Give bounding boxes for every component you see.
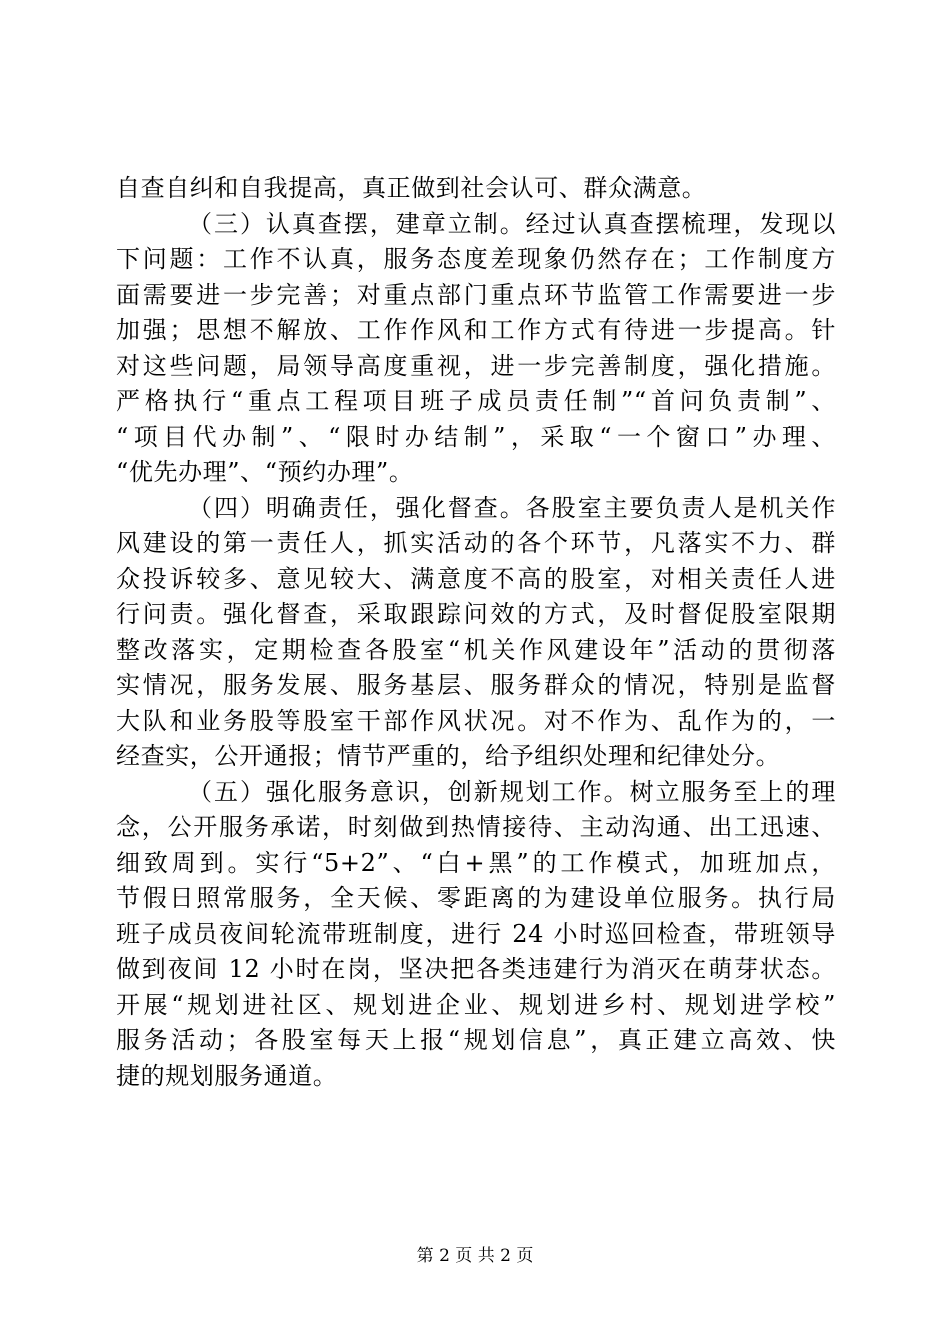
- text-line: 加强；思想不解放、工作作风和工作方式有待进一步提高。针: [116, 316, 836, 344]
- text-line: 下问题：工作不认真，服务态度差现象仍然存在；工作制度方: [116, 245, 836, 273]
- document-body: [116, 171, 836, 1094]
- text-line: 细致周到。实行“5+2”、“白+黑”的工作模式，加班加点，: [116, 848, 836, 877]
- text-line: 服务活动；各股室每天上报“规划信息”，真正建立高效、快: [116, 1026, 836, 1054]
- text-line: 开展“规划进社区、规划进企业、规划进乡村、规划进学校”: [116, 990, 836, 1019]
- text-line: 众投诉较多、意见较大、满意度不高的股室，对相关责任人进: [116, 564, 836, 593]
- text-line: 自查自纠和自我提高，真正做到社会认可、群众满意。: [116, 174, 707, 202]
- text-line: 严格执行“重点工程项目班子成员责任制”“首问负责制”、: [116, 387, 836, 415]
- text-line: “项目代办制”、“限时办结制”，采取“一个窗口”办理、: [116, 422, 836, 451]
- page-number-footer: 第 2 页 共 2 页: [416, 1246, 534, 1266]
- text-line: 风建设的第一责任人，抓实活动的各个环节，凡落实不力、群: [116, 529, 836, 557]
- paragraph-heading-line: （四）明确责任，强化督查。各股室主要负责人是机关作: [188, 493, 836, 522]
- text-line: 实情况，服务发展、服务基层、服务群众的情况，特别是监督: [116, 671, 836, 699]
- text-line: 做到夜间 12 小时在岗，坚决把各类违建行为消灭在萌芽状态。: [116, 955, 836, 983]
- text-line: “优先办理”、“预约办理”。: [116, 458, 414, 486]
- text-line: 念，公开服务承诺，时刻做到热情接待、主动沟通、出工迅速、: [116, 813, 836, 841]
- text-line: 节假日照常服务，全天候、零距离的为建设单位服务。执行局: [116, 884, 836, 912]
- text-line: 班子成员夜间轮流带班制度，进行 24 小时巡回检查，带班领导: [116, 919, 836, 948]
- text-line: 整改落实，定期检查各股室“机关作风建设年”活动的贯彻落: [116, 635, 836, 664]
- text-line: 捷的规划服务通道。: [116, 1061, 338, 1090]
- text-line: 面需要进一步完善；对重点部门重点环节监管工作需要进一步: [116, 280, 836, 309]
- text-line: 经查实，公开通报；情节严重的，给予组织处理和纪律处分。: [116, 742, 781, 770]
- text-line: 对这些问题，局领导高度重视，进一步完善制度，强化措施。: [116, 351, 836, 380]
- paragraph-heading-line: （五）强化服务意识，创新规划工作。树立服务至上的理: [188, 777, 836, 806]
- paragraph-heading-line: （三）认真查摆，建章立制。经过认真查摆梳理，发现以: [188, 209, 836, 238]
- text-line: 行问责。强化督查，采取跟踪问效的方式，及时督促股室限期: [116, 600, 836, 628]
- text-line: 大队和业务股等股室干部作风状况。对不作为、乱作为的，一: [116, 706, 836, 735]
